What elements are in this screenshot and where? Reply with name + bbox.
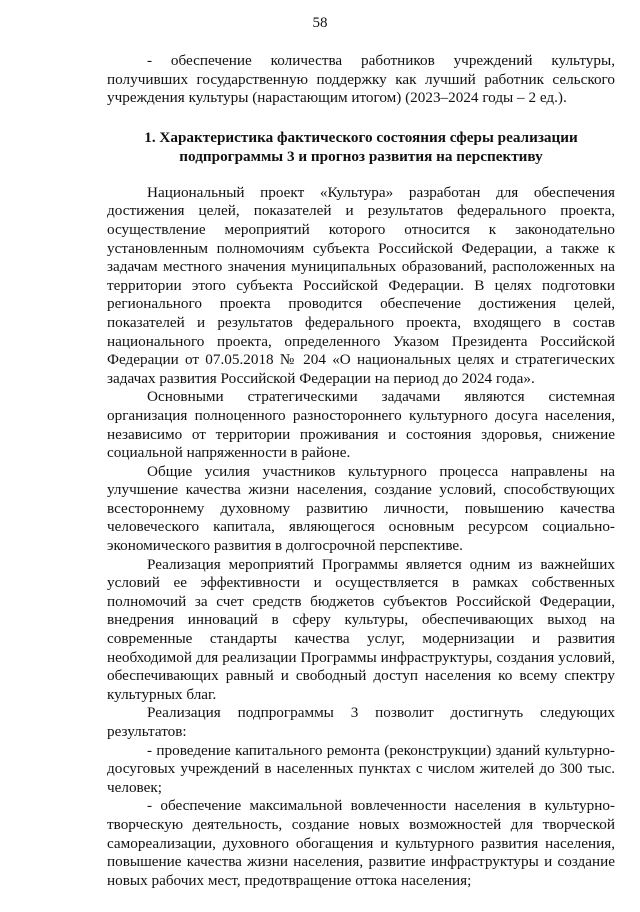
result-list-item: - проведение капитального ремонта (реконструкции) зданий культурно-досуговых учреждений в населенных пунктах с числом жителей до 300 тыс. человек; [107, 741, 615, 796]
section-heading-line-2: подпрограммы 3 и прогноз развития на перспективу [179, 147, 543, 165]
paragraph-program-implementation: Реализация мероприятий Программы является одним из важнейших условий ее эффективности и осуществляется в рамках собственных полномочий за счет средств бюджетов субъектов Российской Федерации, внедрения инноваций в сферу культуры, обеспечивающих выход на современные стандарты качества услуг, модернизации и развития необходимой для реализации Программы инфраструктуры, создания условий, обеспечивающих равный и свободный доступ населения ко всему спектру культурных благ. [107, 555, 615, 703]
result-list-item: - обеспечение максимальной вовлеченности населения в культурно-творческую деятельность, создание новых возможностей для творческой самореализации, духовного обогащения и культурного развития населения, повышение качества жизни населения, развитие инфраструктуры и создание новых рабочих мест, предотвращение оттока населения; [107, 797, 615, 889]
paragraph-expected-results: Реализация подпрограммы 3 позволит достигнуть следующих результатов: [107, 704, 615, 740]
paragraph-national-project: Национальный проект «Культура» разработан для обеспечения достижения целей, показателей и результатов федерального проекта, осуществление мероприятий которого относится к законодательно установленным полномочиям субъекта Российской Федерации, а также к задачам местного значения муниципальных образований, расположенных на территории этого субъекта Российской Федерации. В целях подготовки регионального проекта проводится обеспечение достижения целей, показателей и результатов федерального проекта, входящего в состав национального проекта, определенного Указом Президента Российской Федерации от 07.05.2018 № 204 «О национальных целях и стратегических задачах развития Российской Федерации на период до 2024 года». [107, 183, 615, 387]
intro-list-item: - обеспечение количества работников учреждений культуры, получивших государственную поддержку как лучший работник сельского учреждения культуры (нарастающим итогом) (2023–2024 годы – 2 ед.). [107, 52, 615, 107]
paragraph-strategic-tasks: Основными стратегическими задачами являются системная организация полноценного разностороннего культурного досуга населения, независимо от территории проживания и состояния здоровья, снижение социальной напряженности в районе. [107, 388, 615, 462]
paragraph-common-efforts: Общие усилия участников культурного процесса направлены на улучшение качества жизни населения, создание условий, способствующих всестороннему духовному развитию личности, повышению качества человеческого капитала, являющегося основным ресурсом социально-экономического развития в долгосрочной перспективе. [107, 462, 615, 555]
section-heading-line-1: 1. Характеристика фактического состояния сферы реализации [144, 128, 578, 146]
section-heading [107, 128, 615, 166]
page-number: 58 [312, 15, 328, 31]
page-content [107, 52, 615, 890]
